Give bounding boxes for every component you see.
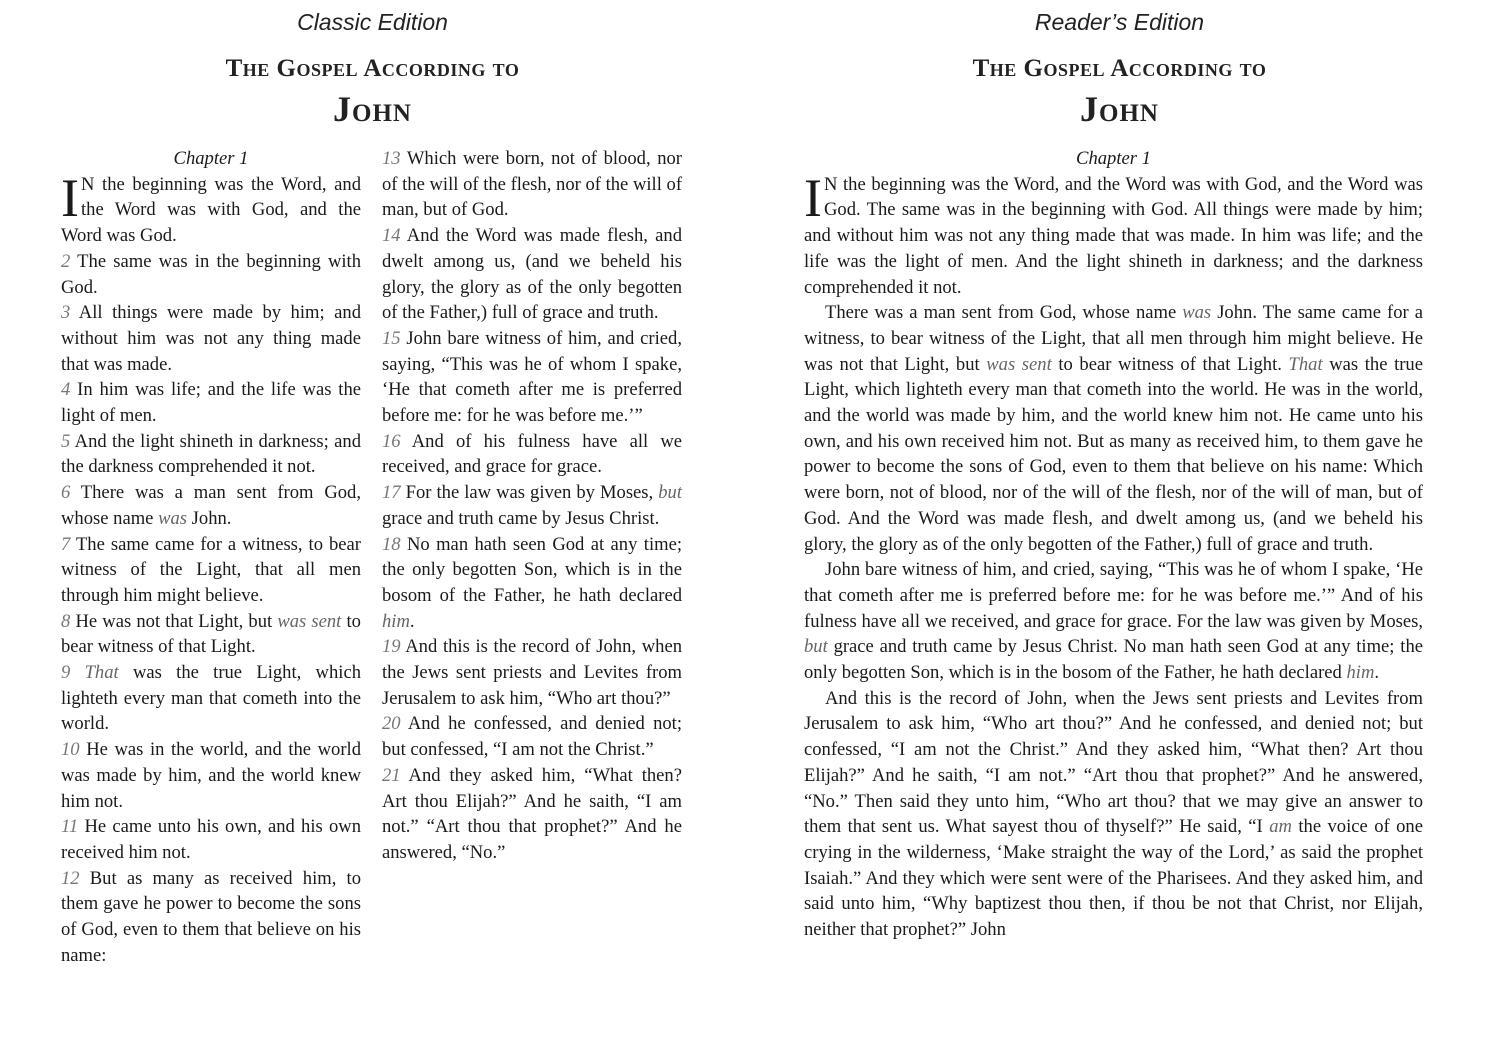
gospel-heading: The Gospel According to xyxy=(225,55,520,82)
verse-number: 8 xyxy=(61,610,71,632)
verse-8: 8 He was not that Light, but was sent to bear witness of that Light. xyxy=(61,610,361,658)
verse-6: 6 There was a man sent from God, whose name was John. xyxy=(61,482,361,529)
verse-number: 16 xyxy=(382,430,401,452)
drop-cap: I xyxy=(804,167,822,228)
italic-word: but xyxy=(658,482,682,504)
chapter-heading: Chapter 1 xyxy=(173,148,249,169)
verse-11: 11 He came unto his own, and his own received him not. xyxy=(61,816,361,863)
book-title: John xyxy=(1080,89,1159,129)
gospel-heading: The Gospel According to xyxy=(972,55,1267,82)
paragraph-4: And this is the record of John, when the Jews sent priests and Levites from Jerusalem to ask him, “Who art thou?” And he confessed, and denied not; but confessed, “I am not the Christ.” And they asked him, “What then? Art thou Elijah?” And he saith, “I am not.” “Art thou that prophet?” And he answered, “No.” Then said they unto him, “Who art thou? that we may give an answer to them that sent us. What sayest thou of thyself?” He said, “I am the voice of one crying in the wilderness, ‘Make straight the way of the Lord,’ as said the prophet Isaiah.” And they which were sent were of the Pharisees. And they asked him, and said unto him, “Why baptizest thou then, if thou be not that Christ, nor Elijah, neither that prophet?” John xyxy=(804,687,1423,941)
verse-number: 10 xyxy=(61,739,80,761)
verse-number: 17 xyxy=(382,482,401,504)
paragraph-2: There was a man sent from God, whose name was John. The same came for a witness, to bear witness of the Light, that all men through him might believe. He was not that Light, but was sent to bear witness of that Light. That was the true Light, which lighteth every man that cometh into the world. He was in the world, and the world was made by him, and the world knew him not. He came unto his own, and his own received him not. But as many as received him, to them gave he power to become the sons of God, even to them that believe on his name: Which were born, not of blood, nor of the will of the flesh, nor of the will of man, but of God. And the Word was made flesh, and dwelt among us, (and we beheld his glory, the glory as of the only begotten of the Father,) full of grace and truth. xyxy=(804,302,1423,555)
italic-word: him xyxy=(382,610,410,632)
text-column-2 xyxy=(382,146,682,866)
verse-number: 18 xyxy=(382,533,401,555)
verse-number: 6 xyxy=(61,482,71,504)
italic-word: was xyxy=(1182,302,1212,324)
verse-1: I N the beginning was the Word, and the Word was with God, and the Word was God. xyxy=(61,167,361,247)
verse-5: 5 And the light shineth in darkness; and the darkness comprehended it not. xyxy=(61,430,362,478)
italic-word: but xyxy=(804,636,828,658)
paragraph-1: I N the beginning was the Word, and the Word was with God, and the Word was God. The same was in the beginning with God. All things were made by him; and without him was not any thing made that was made. In him was life; and the life was the light of men. And the light shineth in darkness; and the darkness comprehended it not. xyxy=(804,167,1423,298)
edition-label: Reader’s Edition xyxy=(1034,9,1205,35)
verse-number: 11 xyxy=(61,816,79,838)
verse-number: 4 xyxy=(61,379,71,401)
verse-13: 13 Which were born, not of blood, nor of the will of the flesh, nor of the will of man, but of God. xyxy=(382,148,683,221)
verse-number: 20 xyxy=(382,713,401,735)
verse-number: 14 xyxy=(382,225,401,247)
verse-14: 14 And the Word was made flesh, and dwelt among us, (and we beheld his glory, the glory as of the only begotten of the Father,) full of grace and truth. xyxy=(382,225,682,324)
verse-number: 9 xyxy=(61,662,71,684)
paragraph-3: John bare witness of him, and cried, saying, “This was he of whom I spake, ‘He that cometh after me is preferred before me: for he was before me.’” And of his fulness have all we received, and grace for grace. For the law was given by Moses, but grace and truth came by Jesus Christ. No man hath seen God at any time; the only begotten Son, which is in the bosom of the Father, he hath declared him. xyxy=(804,559,1423,684)
verse-number: 3 xyxy=(61,302,71,324)
italic-word: That xyxy=(84,662,119,684)
verse-19: 19 And this is the record of John, when the Jews sent priests and Levites from Jerusalem to ask him, “Who art thou?” xyxy=(382,636,682,709)
verse-number: 19 xyxy=(382,636,401,658)
italic-word: was sent xyxy=(277,610,342,632)
verse-17: 17 For the law was given by Moses, but grace and truth came by Jesus Christ. xyxy=(382,482,682,529)
verse-3: 3 All things were made by him; and without him was not any thing made that was made. xyxy=(61,302,362,375)
italic-word: was sent xyxy=(986,353,1052,375)
readers-edition-page xyxy=(746,0,1493,1049)
verse-number: 12 xyxy=(61,867,80,889)
verse-18: 18 No man hath seen God at any time; the only begotten Son, which is in the bosom of the Father, he hath declared him. xyxy=(382,533,682,632)
verse-10: 10 He was in the world, and the world was made by him, and the world knew him not. xyxy=(61,739,361,812)
italic-word: am xyxy=(1269,816,1292,838)
verse-12: 12 But as many as received him, to them gave he power to become the sons of God, even to them that believe on his name: xyxy=(61,867,361,966)
verse-15: 15 John bare witness of him, and cried, saying, “This was he of whom I spake, ‘He that cometh after me is preferred before me: for he was before me.’” xyxy=(382,327,682,427)
verse-2: 2 The same was in the beginning with God. xyxy=(61,250,361,298)
verse-number: 13 xyxy=(382,148,401,169)
book-title: John xyxy=(333,89,412,129)
verse-number: 7 xyxy=(61,533,71,555)
classic-edition-page xyxy=(0,0,745,1049)
verse-number: 15 xyxy=(382,327,401,349)
chapter-heading: Chapter 1 xyxy=(1076,148,1151,169)
reader-text-column xyxy=(804,146,1423,943)
verse-7: 7 The same came for a witness, to bear witness of the Light, that all men through him might believe. xyxy=(61,533,361,606)
italic-word: him xyxy=(1346,662,1375,684)
verse-number: 2 xyxy=(61,250,71,272)
verse-21: 21 And they asked him, “What then? Art thou Elijah?” And he saith, “I am not.” “Art thou that prophet?” And he answered, “No.” xyxy=(382,764,682,863)
italic-word: was xyxy=(158,507,188,529)
edition-label: Classic Edition xyxy=(297,9,448,35)
verse-16: 16 And of his fulness have all we received, and grace for grace. xyxy=(382,430,683,478)
verse-number: 5 xyxy=(61,430,71,452)
verse-20: 20 And he confessed, and denied not; but confessed, “I am not the Christ.” xyxy=(382,713,682,761)
text-column-1 xyxy=(61,146,361,969)
verse-4: 4 In him was life; and the life was the light of men. xyxy=(61,379,361,427)
verse-number: 21 xyxy=(382,764,401,786)
drop-cap: I xyxy=(61,167,79,228)
verse-9: 9 That was the true Light, which lighteth every man that cometh into the world. xyxy=(61,662,361,735)
italic-word: That xyxy=(1288,353,1323,375)
